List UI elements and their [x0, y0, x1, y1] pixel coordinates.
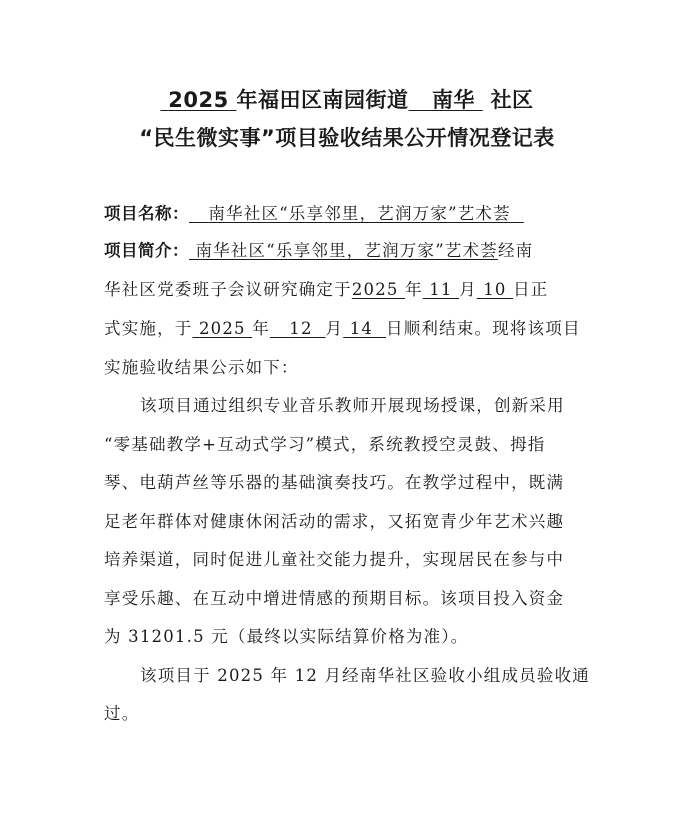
end-year: 2025 [198, 319, 246, 338]
start-day: 10 [483, 280, 507, 299]
body-p1-line-2: “零基础教学+互动式学习”模式，系统教授空灵鼓、拇指 [104, 435, 546, 454]
title-community: 南华 [431, 88, 475, 112]
month-char: 月 [325, 319, 344, 338]
project-intro-row-3 [104, 315, 581, 339]
body-p1-line-5: 培养渠道，同时促进儿童社交能力提升，实现居民在参与中 [104, 550, 565, 569]
intro-text-c: 日正 [513, 280, 549, 299]
year-char: 年 [252, 319, 270, 338]
start-month: 11 [429, 280, 453, 299]
intro-text-e: 日顺利结束。现将该项目 [386, 319, 581, 338]
body-p1-line-6: 享受乐趣、在互动中增进情感的预期目标。该项目投入资金 [104, 589, 565, 608]
intro-text-d: 式实施，于 [104, 319, 193, 338]
project-name-value: 南华社区“乐享邻里，艺润万家”艺术荟 [208, 204, 511, 223]
year-char: 年 [405, 280, 423, 299]
body-p1-line-4: 足老年群体对健康休闲活动的需求，又拓宽青少年艺术兴趣 [104, 512, 565, 531]
body-p2-line-2: 过。 [104, 704, 140, 723]
end-day: 14 [349, 319, 374, 338]
project-name-row [104, 200, 524, 224]
project-intro-label: 项目简介： [104, 241, 189, 260]
project-intro-row-4: 实施验收结果公示如下： [104, 358, 299, 377]
title-line-1 [0, 84, 694, 114]
body-p1-line-7: 为 31201.5 元（最终以实际结算价格为准）。 [104, 627, 469, 646]
title-district: 年福田区南园街道 [236, 88, 409, 112]
body-p1-line-1: 该项目通过组织专业音乐教师开展现场授课，创新采用 [140, 396, 565, 415]
start-year: 2025 [351, 280, 399, 299]
month-char: 月 [459, 280, 477, 299]
project-intro-name: 南华社区“乐享邻里，艺润万家”艺术荟 [195, 241, 498, 260]
body-p1-line-3: 琴、电葫芦丝等乐器的基础演奏技巧。在教学过程中，既满 [104, 473, 565, 492]
intro-text-a: 经南 [497, 241, 534, 260]
project-intro-row-2 [104, 276, 549, 300]
body-p2-line-1: 该项目于 2025 年 12 月经南华社区验收小组成员验收通 [140, 666, 590, 685]
intro-text-b: 华社区党委班子会议研究确定于 [104, 280, 352, 299]
title-suffix: 社区 [490, 88, 534, 112]
project-intro-row-1 [104, 237, 533, 261]
project-name-label: 项目名称： [104, 204, 189, 223]
title-year: 2025 [168, 88, 229, 112]
title-line-2: “民生微实事”项目验收结果公开情况登记表 [139, 126, 555, 150]
end-month: 12 [289, 319, 313, 338]
